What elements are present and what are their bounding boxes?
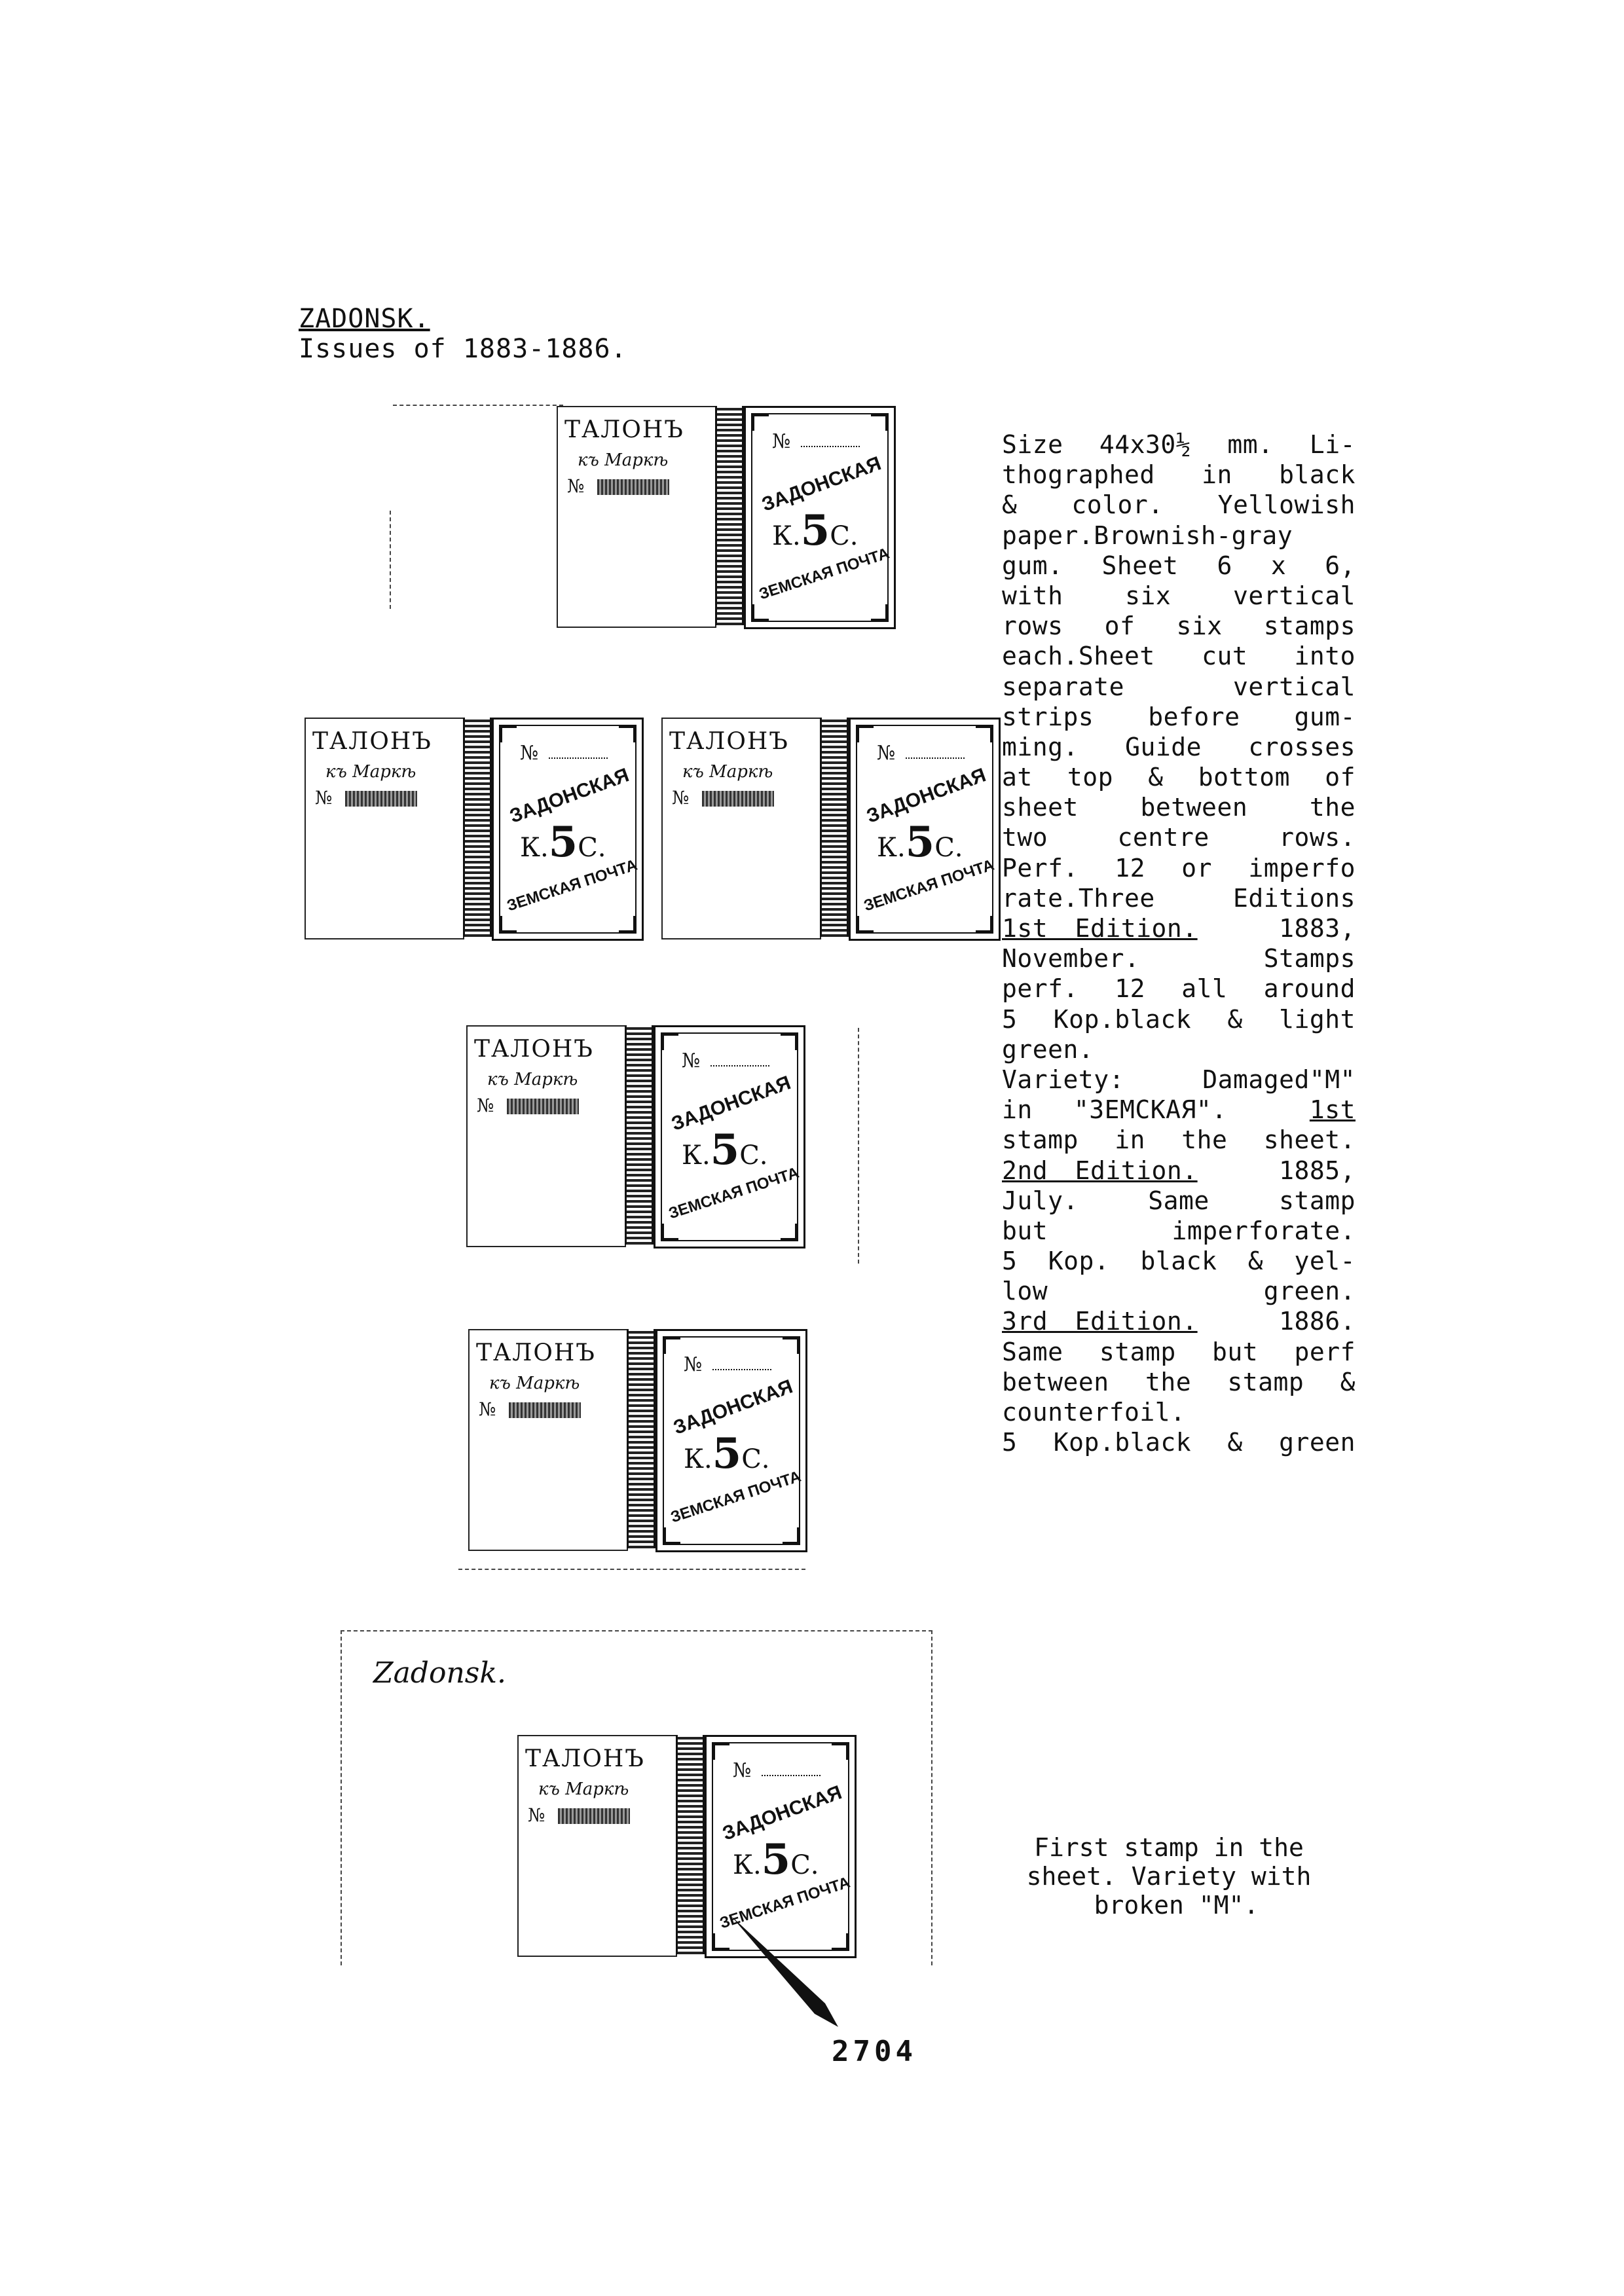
corner-ornament bbox=[781, 1224, 797, 1240]
stamp-post: ЗЕМСКАЯ ПОЧТА bbox=[504, 856, 640, 915]
counterfoil-number-bar bbox=[507, 1099, 579, 1114]
counterfoil-number-sign: № bbox=[477, 1095, 494, 1116]
edition-3-heading bbox=[1002, 1306, 1356, 1336]
page-title: ZADONSK. bbox=[299, 304, 430, 334]
perforation-gutter bbox=[463, 718, 492, 937]
counterfoil-title: ТАЛОНЪ bbox=[669, 728, 789, 755]
pointer-arrow bbox=[727, 1912, 845, 2030]
desc-line: with six vertical bbox=[1002, 581, 1356, 610]
stamp-town: ЗАДОНСКАЯ bbox=[863, 764, 989, 828]
stamp-town: ЗАДОНСКАЯ bbox=[719, 1781, 845, 1845]
stamp-number-sign: № bbox=[877, 742, 896, 765]
stamp-post: ЗЕМСКАЯ ПОЧТА bbox=[668, 1467, 803, 1527]
value-prefix: К. bbox=[684, 1444, 712, 1474]
stamp-value bbox=[733, 1835, 819, 1884]
stamp-post: ЗЕМСКАЯ ПОЧТА bbox=[666, 1163, 802, 1223]
counterfoil-title: ТАЛОНЪ bbox=[525, 1745, 645, 1772]
value-number: 5 bbox=[905, 818, 935, 867]
corner-ornament bbox=[619, 726, 635, 742]
counterfoil-number-sign: № bbox=[479, 1398, 496, 1420]
value-suffix: С. bbox=[578, 833, 606, 863]
counterfoil-number-sign: № bbox=[315, 787, 333, 809]
corner-ornament bbox=[857, 916, 874, 932]
desc-line: strips before gum- bbox=[1002, 702, 1356, 731]
desc-line: low green. bbox=[1002, 1277, 1356, 1306]
stamp bbox=[492, 718, 644, 941]
desc-line: counterfoil. bbox=[1002, 1398, 1186, 1427]
stamp-pair-3 bbox=[661, 718, 1002, 943]
desc-line: at top & bottom of bbox=[1002, 763, 1356, 792]
pointer-arrow-shape bbox=[731, 1916, 838, 2027]
stamp-number-dots bbox=[906, 757, 965, 759]
counterfoil-number-bar bbox=[702, 791, 774, 807]
value-suffix: С. bbox=[830, 521, 858, 551]
desc-line: July. Same stamp bbox=[1002, 1186, 1356, 1215]
corner-ornament bbox=[664, 1527, 680, 1544]
desc-line: Perf. 12 or imperfo bbox=[1002, 853, 1356, 883]
stamp-number-dots bbox=[762, 1775, 821, 1776]
desc-line: rate.Three Editions bbox=[1002, 883, 1356, 913]
value-prefix: К. bbox=[877, 833, 906, 863]
counterfoil-number-sign: № bbox=[528, 1804, 545, 1826]
counterfoil-subtitle: къ Маркѣ bbox=[489, 1374, 580, 1393]
stamp-number-sign: № bbox=[772, 430, 791, 453]
stamp-value bbox=[772, 506, 858, 555]
counterfoil-number-bar bbox=[509, 1402, 581, 1418]
stamp-pair-1 bbox=[557, 406, 897, 632]
variety-first-label: 1st bbox=[1309, 1095, 1356, 1125]
stamp-post: ЗЕМСКАЯ ПОЧТА bbox=[717, 1873, 853, 1933]
desc-line: between the stamp & bbox=[1002, 1367, 1356, 1396]
stamp-number-sign: № bbox=[682, 1049, 701, 1072]
desc-line: two centre rows. bbox=[1002, 823, 1356, 852]
value-prefix: К. bbox=[520, 833, 549, 863]
counterfoil-subtitle: къ Маркѣ bbox=[487, 1070, 578, 1089]
corner-ornament bbox=[871, 604, 887, 621]
corner-ornament bbox=[500, 726, 517, 742]
edition-3-label: 3rd Edition. bbox=[1002, 1307, 1198, 1336]
perforation-gutter bbox=[676, 1735, 705, 1954]
counterfoil bbox=[517, 1735, 677, 1957]
value-prefix: К. bbox=[682, 1140, 710, 1171]
corner-ornament bbox=[662, 1224, 678, 1240]
edition-1-date: 1883, bbox=[1279, 914, 1356, 943]
desc-line: but imperforate. bbox=[1002, 1216, 1356, 1245]
counterfoil-subtitle: къ Маркѣ bbox=[578, 450, 669, 470]
counterfoil bbox=[304, 718, 464, 939]
variety-caption: First stamp in the sheet. Variety with broken "M". bbox=[1026, 1833, 1312, 1920]
stamp bbox=[655, 1329, 807, 1552]
counterfoil-number-bar bbox=[597, 479, 669, 495]
corner-ornament bbox=[662, 1034, 678, 1050]
desc-line: November. Stamps bbox=[1002, 944, 1356, 974]
stamp-town: ЗАДОНСКАЯ bbox=[506, 764, 632, 828]
corner-ornament bbox=[619, 916, 635, 932]
strip-edge-dash bbox=[390, 511, 391, 609]
desc-line: Size 44x30½ mm. Li- bbox=[1002, 430, 1356, 459]
desc-line: perf. 12 all around bbox=[1002, 974, 1356, 1004]
variety-line bbox=[1002, 1095, 1356, 1125]
stamp-number-sign: № bbox=[733, 1759, 752, 1782]
corner-ornament bbox=[783, 1527, 799, 1544]
counterfoil-title: ТАЛОНЪ bbox=[312, 728, 432, 755]
value-suffix: С. bbox=[741, 1444, 770, 1474]
desc-line: ming. Guide crosses bbox=[1002, 732, 1356, 761]
desc-line: paper.Brownish-gray bbox=[1002, 520, 1293, 550]
perforation-gutter bbox=[715, 406, 744, 625]
value-number: 5 bbox=[800, 506, 830, 555]
value-number: 5 bbox=[712, 1429, 742, 1478]
corner-ornament bbox=[713, 1743, 729, 1760]
strip-edge-dash bbox=[393, 405, 563, 406]
stamp-number-dots bbox=[712, 1369, 771, 1370]
value-number: 5 bbox=[710, 1125, 740, 1175]
corner-ornament bbox=[871, 414, 887, 431]
counterfoil-number-sign: № bbox=[672, 787, 690, 809]
stamp-town: ЗАДОНСКАЯ bbox=[668, 1072, 794, 1135]
counterfoil-title: ТАЛОНЪ bbox=[474, 1036, 594, 1063]
counterfoil-subtitle: къ Маркѣ bbox=[682, 762, 773, 782]
value-number: 5 bbox=[761, 1835, 791, 1884]
stamp-town: ЗАДОНСКАЯ bbox=[670, 1376, 796, 1439]
desc-line: Same stamp but perf bbox=[1002, 1337, 1356, 1366]
stamp-value bbox=[682, 1125, 768, 1175]
stamp-number-dots bbox=[801, 446, 860, 447]
stamp bbox=[744, 406, 896, 629]
edition-3-date: 1886. bbox=[1279, 1307, 1356, 1336]
counterfoil bbox=[468, 1329, 628, 1551]
corner-ornament bbox=[783, 1338, 799, 1354]
stamp bbox=[654, 1025, 805, 1248]
corner-ornament bbox=[752, 604, 769, 621]
stamp-value bbox=[520, 818, 606, 867]
desc-line: rows of six stamps bbox=[1002, 611, 1356, 641]
counterfoil-number-bar bbox=[345, 791, 417, 807]
value-prefix: К. bbox=[772, 521, 801, 551]
stamp bbox=[849, 718, 1001, 941]
desc-line: green. bbox=[1002, 1034, 1094, 1064]
edition-2-heading bbox=[1002, 1156, 1356, 1186]
value-suffix: С. bbox=[934, 833, 963, 863]
perforation-gutter bbox=[820, 718, 849, 937]
stamp-value bbox=[877, 818, 963, 867]
counterfoil bbox=[557, 406, 716, 628]
variety-text: in "ЗЕМСКАЯ". bbox=[1002, 1095, 1227, 1125]
variety-line: Variety: Damaged"M" bbox=[1002, 1065, 1356, 1094]
counterfoil bbox=[661, 718, 821, 939]
corner-ornament bbox=[976, 916, 992, 932]
value-suffix: С. bbox=[739, 1140, 768, 1171]
desc-line: thographed in black bbox=[1002, 460, 1356, 490]
corner-ornament bbox=[781, 1034, 797, 1050]
corner-ornament bbox=[976, 726, 992, 742]
stamp-pair-4 bbox=[466, 1025, 807, 1251]
desc-line: separate vertical bbox=[1002, 672, 1356, 701]
desc-line: 5 Kop.black & green bbox=[1002, 1428, 1356, 1457]
stamp-number-sign: № bbox=[520, 742, 539, 765]
stamp-number-dots bbox=[549, 757, 608, 759]
stamp-number-dots bbox=[710, 1065, 769, 1066]
stamp-number-sign: № bbox=[684, 1353, 703, 1376]
desc-line: 5 Kop. black & yel- bbox=[1002, 1247, 1356, 1276]
counterfoil-title: ТАЛОНЪ bbox=[564, 416, 684, 443]
counterfoil-title: ТАЛОНЪ bbox=[476, 1339, 596, 1366]
description bbox=[1002, 429, 1356, 1457]
perforation-gutter bbox=[627, 1329, 655, 1548]
corner-ornament bbox=[500, 916, 517, 932]
stamp-post: ЗЕМСКАЯ ПОЧТА bbox=[861, 856, 997, 915]
desc-line: each.Sheet cut into bbox=[1002, 642, 1356, 671]
counterfoil bbox=[466, 1025, 626, 1247]
desc-line: gum. Sheet 6 x 6, bbox=[1002, 551, 1356, 580]
corner-ornament bbox=[832, 1743, 848, 1760]
desc-line: sheet between the bbox=[1002, 793, 1356, 822]
desc-line: 5 Kop.black & light bbox=[1002, 1004, 1356, 1034]
counterfoil-subtitle: къ Маркѣ bbox=[325, 762, 416, 782]
value-prefix: К. bbox=[733, 1850, 762, 1880]
strip-edge-dash bbox=[858, 1028, 859, 1264]
handwritten-note: Zadonsk. bbox=[373, 1656, 507, 1690]
stamp-town: ЗАДОНСКАЯ bbox=[758, 452, 884, 516]
stamp-pair-2 bbox=[304, 718, 645, 943]
corner-ornament bbox=[857, 726, 874, 742]
stamp-pair-5 bbox=[468, 1329, 809, 1555]
value-suffix: С. bbox=[790, 1850, 819, 1880]
page-subtitle: Issues of 1883-1886. bbox=[299, 334, 627, 364]
corner-ornament bbox=[664, 1338, 680, 1354]
desc-line: & color. Yellowish bbox=[1002, 490, 1356, 520]
perforation-gutter bbox=[625, 1025, 654, 1245]
counterfoil-subtitle: къ Маркѣ bbox=[538, 1779, 629, 1799]
value-number: 5 bbox=[548, 818, 578, 867]
edition-2-date: 1885, bbox=[1279, 1156, 1356, 1185]
stamp-value bbox=[684, 1429, 770, 1478]
stamp-post: ЗЕМСКАЯ ПОЧТА bbox=[756, 544, 892, 604]
variety-line: stamp in the sheet. bbox=[1002, 1125, 1356, 1155]
corner-ornament bbox=[752, 414, 769, 431]
edition-1-heading bbox=[1002, 913, 1356, 943]
edition-1-label: 1st Edition. bbox=[1002, 914, 1198, 943]
strip-edge-dash bbox=[458, 1569, 805, 1570]
counterfoil-number-bar bbox=[558, 1808, 630, 1824]
page-number: 2704 bbox=[832, 2035, 917, 2068]
counterfoil-number-sign: № bbox=[567, 475, 585, 497]
edition-2-label: 2nd Edition. bbox=[1002, 1156, 1198, 1185]
